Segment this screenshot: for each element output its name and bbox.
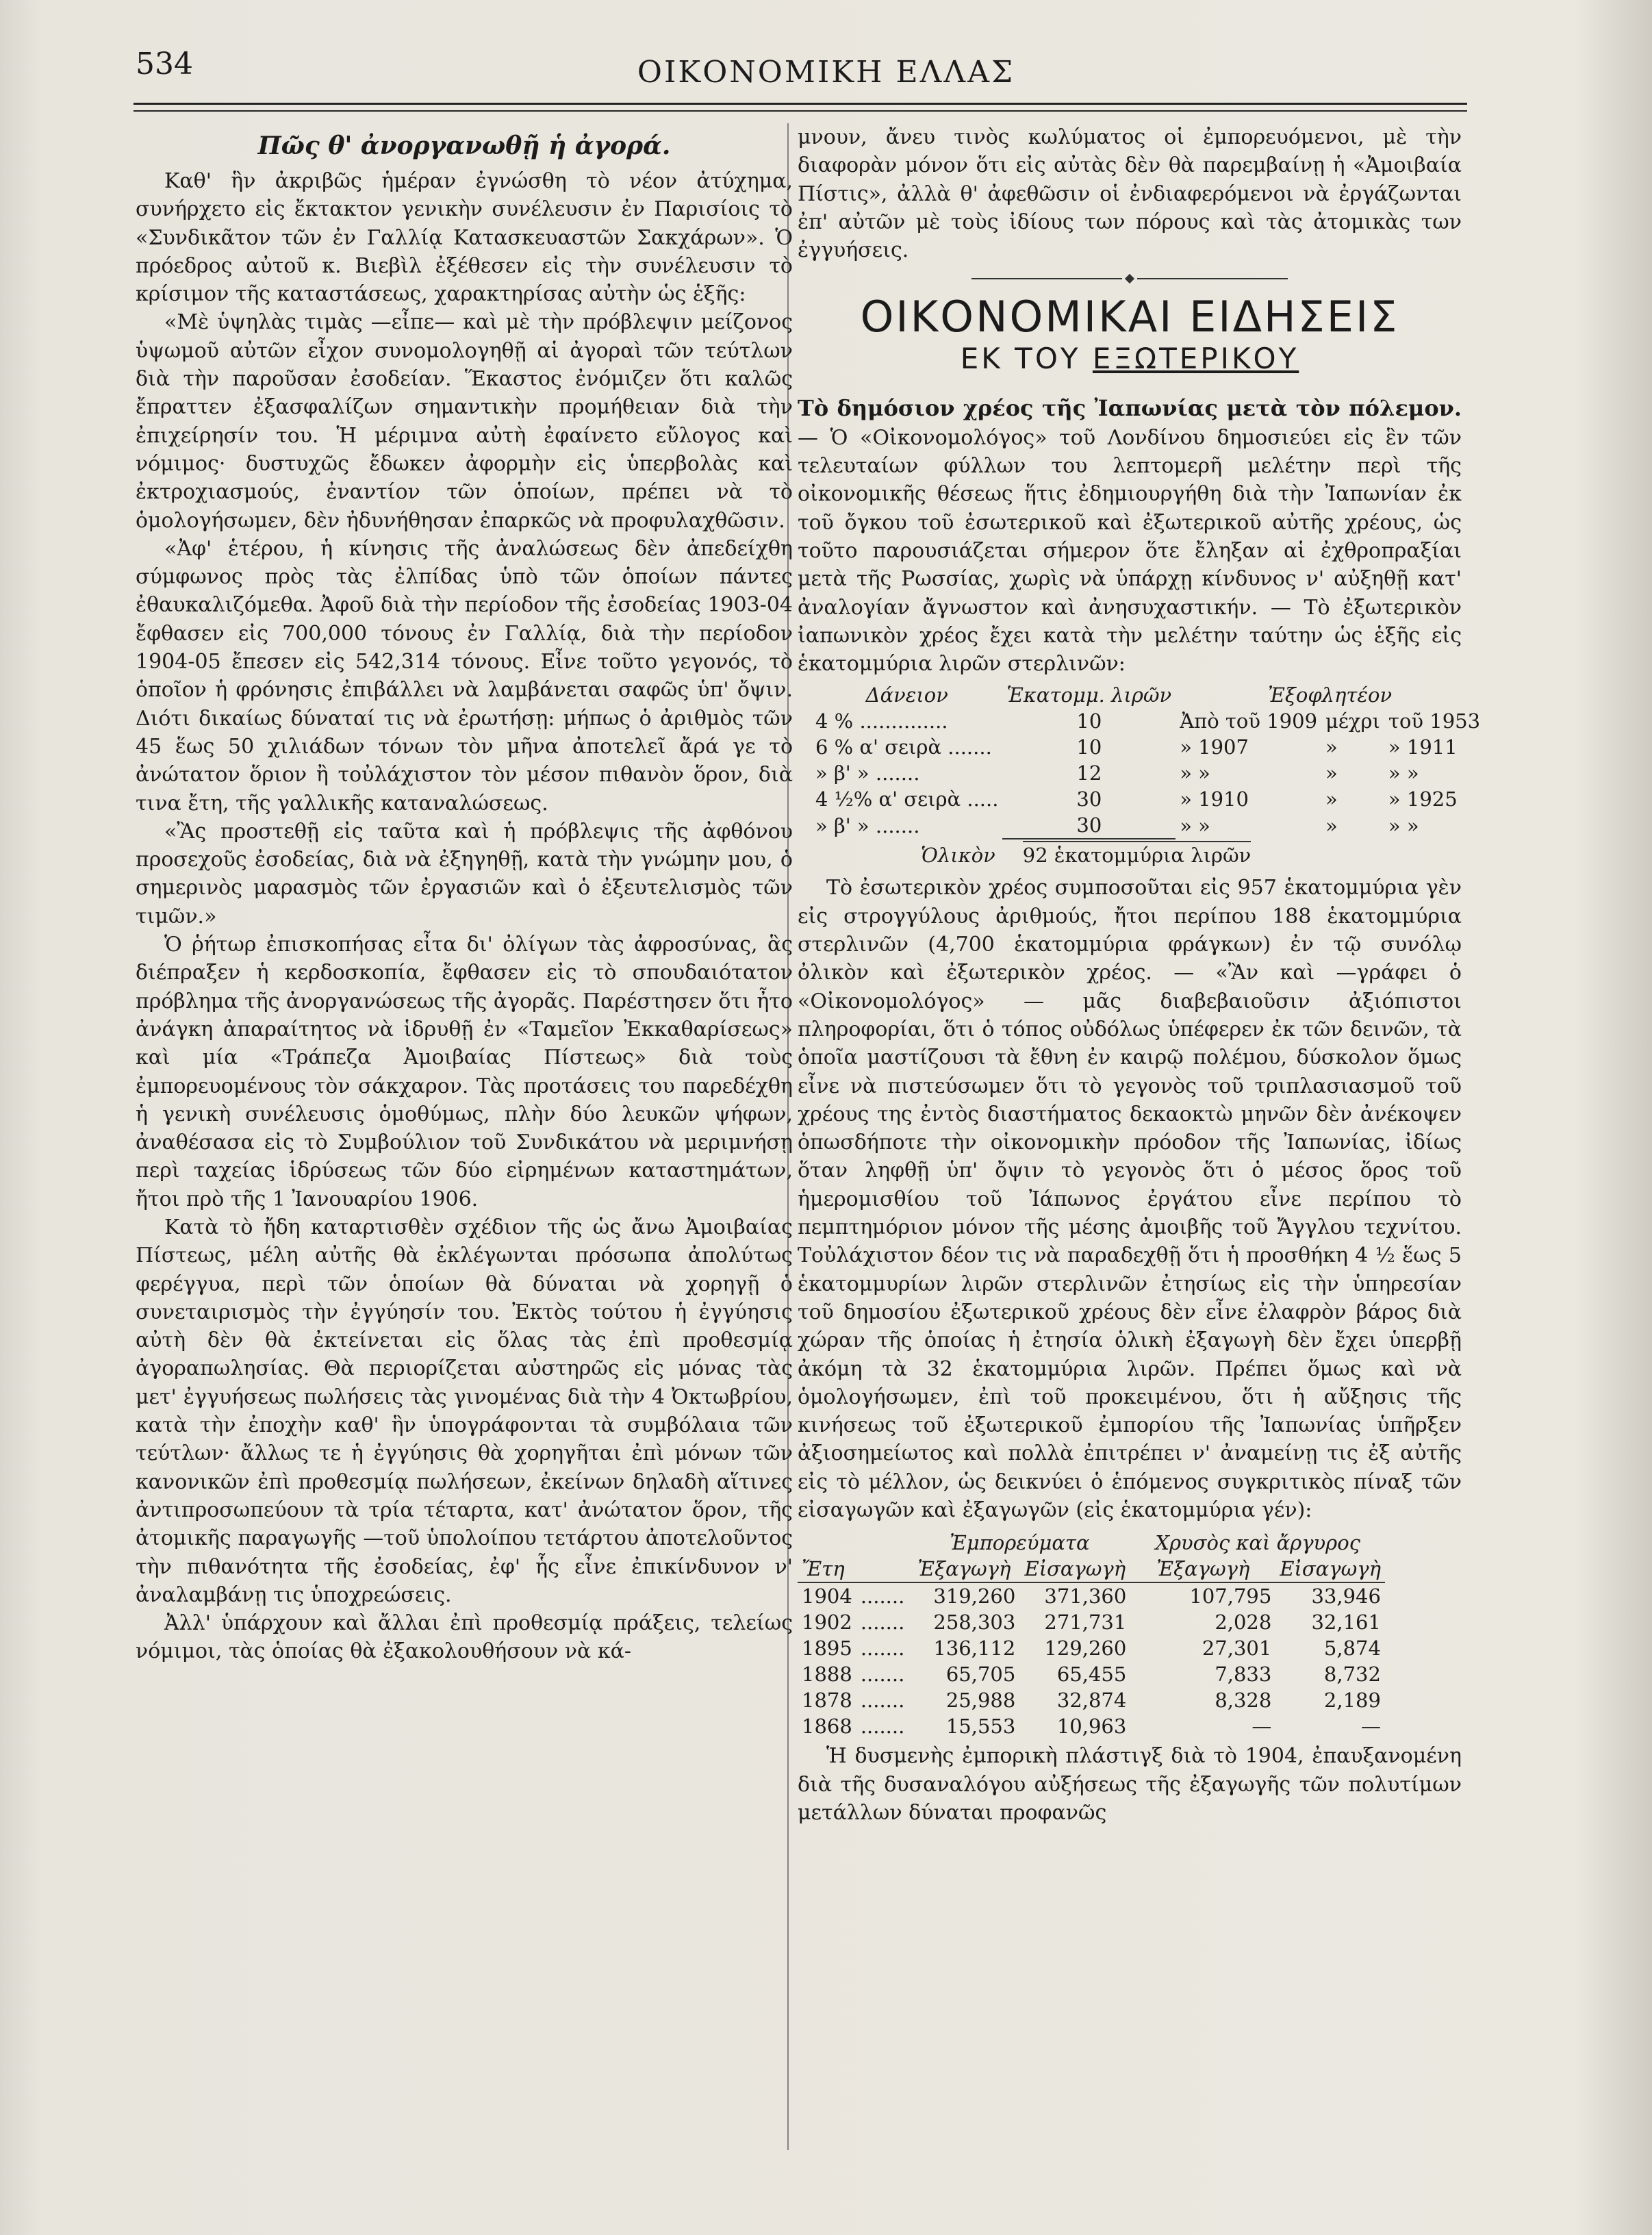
col-header: Εἰσαγωγὴ [1024, 1557, 1126, 1581]
article-lead: Τὸ δημόσιον χρέος τῆς Ἰαπωνίας μετὰ τὸν πόλεμον. [798, 395, 1462, 422]
section-subtitle: ΕΚ ΤΟΥ ΕΞΩΤΕΡΙΚΟΥ [960, 342, 1299, 376]
paragraph: «Ἀφ' ἑτέρου, ἡ κίνησις τῆς ἀναλώσεως δὲν ἀπεδείχθη σύμφωνος πρὸς τὰς ἐλπίδας ὑπὸ τῶν ὁποίων πάντες ἐθαυκαλιζόμεθα. Ἀφοῦ διὰ τὴν περίοδον τῆς ἐσοδείας 1903-04 ἔφθασεν εἰς 700,000 τόνους ἐν Γαλλίᾳ, διὰ τὴν περίοδον 1904-05 ἔπεσεν εἰς 542,314 τόνους. Εἶνε τοῦτο γεγονός, τὸ ὁποῖον ἡ φρόνησις ἐπιβάλλει νὰ λαμβάνεται σαφῶς ὑπ' ὄψιν. Διότι δικαίως δύναταί τις νὰ ἐρωτήσῃ: μήπως ὁ ἀριθμὸς τῶν 45 ἕως 50 χιλιάδων τόνων τὸν μῆνα ἀποτελεῖ ἄρά γε τὸ ἀνώτατον ὅριον ἢ τοὐλάχιστον τὸν μέσον πιθανὸν ὅρον, διὰ τινα ἔτη, τῆς γαλλικῆς καταναλώσεως. [136, 536, 793, 816]
col-header: Ἐξαγωγὴ [917, 1557, 1011, 1581]
article-title: Πῶς θ' ἀνοργανωθῇ ἡ ἀγορά. [257, 131, 671, 160]
paragraph: «Μὲ ὑψηλὰς τιμὰς —εἶπε— καὶ μὲ τὴν πρόβλεψιν μείζονος ὑψωμοῦ αὐτῶν εἶχον συνομολογηθῇ αἱ ἀγοραὶ τῶν τεύτλων διὰ τὴν παροῦσαν ἐσοδείαν. Ἕκαστος ἐνόμιζεν ὅτι καλῶς ἔπραττεν ἐξασφαλίζων σημαντικὴν προμήθειαν διὰ τὴν ἐπιχείρησίν του. Ἡ μέριμνα αὐτὴ ἐφαίνετο εὔλογος καὶ νόμιμος· δυστυχῶς ἔδωκεν ἀφορμὴν εἰς ὑπερβολὰς καὶ ἐκτροχιασμούς, ἐναντίον τῶν ὁποίων, πρέπει νὰ τὸ ὁμολογήσωμεν, δὲν ἠδυνήθησαν ἐπαρκῶς νὰ προφυλαχθῶσιν. [136, 310, 793, 533]
paragraph: «Ἂς προστεθῇ εἰς ταῦτα καὶ ἡ πρόβλεψις τῆς ἀφθόνου προσεχοῦς ἐσοδείας, διὰ νὰ ἐξηγηθῇ, κατὰ τὴν γνώμην μου, ὁ σημερινὸς μαρασμὸς τῶν ἐργασιῶν καὶ ὁ ἐξευτελισμὸς τῶν τιμῶν.» [136, 819, 793, 929]
table-header-row [798, 1530, 1385, 1556]
continued-paragraph: μνουν, ἄνευ τινὸς κωλύματος οἱ ἐμπορευόμενοι, μὲ τὴν διαφορὰν μόνον ὅτι εἰς αὐτὰς δὲν θὰ παρεμβαίνῃ ἡ «Ἀμοιβαία Πίστις», ἀλλὰ θ' ἀφεθῶσιν οἱ ἐνδιαφερόμενοι νὰ ἐργάζωνται ἐπ' αὐτῶν μὲ τοὺς ἰδίους των πόρους καὶ τὰς ἀτομικὰς των ἐγγυήσεις. [798, 125, 1462, 263]
loans-table [811, 682, 1484, 839]
article-paragraph: Τὸ ἐσωτερικὸν χρέος συμποσοῦται εἰς 957 ἑκατομμύρια γὲν εἰς στρογγύλους ἀριθμούς, ἤτοι περίπου 188 ἑκατομμύρια στερλινῶν (4,700 ἑκατομμύρια φράγκων) ἐν τῷ συνόλῳ ὀλικὸν καὶ ἐξωτερικὸν χρέος. — «Ἂν καὶ —γράφει ὁ «Οἰκονομολόγος» — μᾶς διαβεβαιοῦσιν ἀξιόπιστοι πληροφορίαι, ὅτι ὁ τόπος οὐδόλως ὑπέφερεν ἐκ τῶν δεινῶν, τὰ ὁποῖα μαστίζουσι τὰ ἔθνη ἐν καιρῷ πολέμου, δύσκολον ὅμως εἶνε νὰ πιστεύσωμεν ὅτι τὸ γεγονὸς τοῦ τριπλασιασμοῦ τοῦ χρέους της ἐντὸς διαστήματος δεκαοκτὼ μηνῶν δὲν ἀνέκοψεν ὁπωσδήποτε τὴν οἰκονομικὴν πρόοδον τῆς Ἰαπωνίας, ἰδίως ὅταν ληφθῇ ὑπ' ὄψιν τὸ γεγονὸς ὅτι ὁ μέσος ὅρος τοῦ ἡμερομισθίου τοῦ Ἰάπωνος ἐργάτου εἶνε περίπου τὸ πεμπτημόριον μόνον τῆς μέσης ἀμοιβῆς τοῦ Ἄγγλου τεχνίτου. Τοὐλάχιστον δέον τις νὰ παραδεχθῇ ὅτι ἡ προσθήκη 4 ½ ἕως 5 ἑκατομμυρίων λιρῶν στερλινῶν ἐτησίως εἰς τὴν ὑπηρεσίαν τοῦ δημοσίου ἐξωτερικοῦ χρέους δὲν εἶνε ἐλαφρὸν βάρος διὰ χώραν τῆς ὁποίας ἡ ἐτησία ὁλικὴ ἐξαγωγὴ δὲν ἔχει ὑπερβῇ ἀκόμη τὰ 32 ἑκατομμύρια λιρῶν. Πρέπει ὅμως καὶ νὰ ὁμολογήσωμεν, ἐπὶ τοῦ προκειμένου, ὅτι ἡ αὔξησις τῆς κινήσεως τοῦ ἐξωτερικοῦ ἐμπορίου τῆς Ἰαπωνίας ὑπῆρξεν ἀξιοσημείωτος καὶ πολλὰ ἐπιτρέπει ν' ἀναμείνῃ τις ἐξ αὐτῆς εἰς τὸ μέλλον, ὡς δεικνύει ὁ ἑπόμενος συγκριτικὸς πίναξ τῶν εἰσαγωγῶν καὶ ἐξαγωγῶν (εἰς ἑκατομμύρια γέν): [798, 876, 1462, 1522]
table-row: 1888 ....... 65,705 65,455 7,833 8,732 [802, 1663, 1381, 1687]
paragraph: Καθ' ἣν ἀκριβῶς ἡμέραν ἐγνώσθη τὸ νέον ἀτύχημα, συνήρχετο εἰς ἔκτακτον γενικὴν συνέλευσιν ἐν Παρισίοις τὸ «Συνδικᾶτον τῶν ἐν Γαλλίᾳ Κατασκευαστῶν Σακχάρων». Ὁ πρόεδρος αὐτοῦ κ. Βιεβὶλ ἐξέθεσεν εἰς τὴν συνέλευσιν τὸ κρίσιμον τῆς καταστάσεως, χαρακτηρίσας αὐτὴν ὡς ἑξῆς: [136, 169, 793, 307]
table-row: » β' » ....... 30 » » » » » [811, 812, 1484, 839]
col-group-header: Ἐμπορεύματα [950, 1531, 1090, 1555]
table-row: 1895 ....... 136,112 129,260 27,301 5,874 [802, 1637, 1381, 1661]
table-row: 1868 ....... 15,553 10,963 — — [802, 1715, 1381, 1739]
article-paragraph: Ἡ δυσμενὴς ἐμπορικὴ πλάστιγξ διὰ τὸ 1904, ἐπαυξανομένη διὰ τῆς δυσαναλόγου αὐξήσεως τῆς ἐξαγωγῆς τῶν πολυτίμων μετάλλων δύναται προφανῶς [798, 1744, 1462, 1825]
table-row: » β' » ....... 12 » » » » » [815, 761, 1419, 785]
col-group-header: Χρυσὸς καὶ ἄργυρος [1155, 1531, 1360, 1555]
table-row: 4 ½% α' σειρὰ ..... 30 » 1910 » » 1925 [815, 787, 1458, 811]
table-row: 1878 ....... 25,988 32,874 8,328 2,189 [802, 1689, 1381, 1713]
loans-total: Ὁλικὸν 92 ἑκατομμύρια λιρῶν [798, 841, 1462, 867]
col-header: Ἐξαγωγὴ [1156, 1557, 1250, 1581]
header-rule-bottom [134, 110, 1467, 112]
trade-table [798, 1530, 1385, 1739]
table-row: 1902 ....... 258,303 271,731 2,028 32,161 [802, 1611, 1381, 1634]
table-row: 6 % α' σειρὰ ....... 10 » 1907 » » 1911 [815, 735, 1458, 759]
col-header: Ἐξοφλητέον [1268, 683, 1393, 707]
section-separator [798, 275, 1462, 282]
left-column [136, 123, 793, 1666]
col-header: Εἰσαγωγὴ [1280, 1557, 1381, 1581]
col-header: Δάνειον [865, 683, 948, 707]
paragraph: Ὁ ῥήτωρ ἐπισκοπήσας εἶτα δι' ὀλίγων τὰς ἀφροσύνας, ἃς διέπραξεν ἡ κερδοσκοπία, ἔφθασεν εἰς τὸ σπουδαιότατον πρόβλημα τῆς ἀνοργανώσεως τῆς ἀγορᾶς. Παρέστησεν ὅτι ἦτο ἀνάγκη ἀπαραίτητος νὰ ἱδρυθῇ ἐν «Ταμεῖον Ἐκκαθαρίσεως» καὶ μία «Τράπεζα Ἀμοιβαίας Πίστεως» διὰ τοὺς ἐμπορευομένους τὸν σάκχαρον. Τὰς προτάσεις του παρεδέχθη ἡ γενικὴ συνέλευσις ὁμοθύμως, πλὴν δύο λευκῶν ψήφων, ἀναθέσασα εἰς τὸ Συμβούλιον τοῦ Συνδικάτου νὰ μεριμνήσῃ περὶ ταχείας ἱδρύσεως τῶν δύο εἰρημένων καταστημάτων, ἤτοι πρὸ τῆς 1 Ἰανουαρίου 1906. [136, 933, 793, 1211]
paragraph: Κατὰ τὸ ἤδη καταρτισθὲν σχέδιον τῆς ὡς ἄνω Ἀμοιβαίας Πίστεως, μέλη αὐτῆς θὰ ἐκλέγωνται πρόσωπα ἀπολύτως φερέγγυα, περὶ τῶν ὁποίων θὰ δύναται νὰ χορηγῇ ὁ συνεταιρισμὸς τὴν ἐγγύησίν του. Ἐκτὸς τούτου ἡ ἐγγύησις αὐτὴ δὲν θὰ ἐκτείνεται εἰς ὅλας τὰς ἐπὶ προθεσμίᾳ ἀγοραπωλησίας. Θὰ περιορίζεται αὐστηρῶς εἰς μόνας τὰς μετ' ἐγγυήσεως πωλήσεις τὰς γινομένας διὰ τὴν 4 Ὀκτωβρίου, κατὰ τὴν ἐποχὴν καθ' ἣν ὑπογράφονται τὰ συμβόλαια τῶν τεύτλων· ἄλλως τε ἡ ἐγγύησις θὰ χορηγῆται ἐπὶ μόνων τῶν κανονικῶν ἐπὶ προθεσμίᾳ πωλήσεων, ἐκείνων δηλαδὴ αἵτινες ἀντιπροσωπεύουν τὰ τρία τέταρτα, κατ' ἀνώτατον ὅρον, τῆς ἀτομικῆς παραγωγῆς —τοῦ ὑπολοίπου τετάρτου ἀποτελοῦντος τὴν πιθανότητα τῆς ἐσοδείας, ἐφ' ἧς εἶνε ἐπικίνδυνον ν' ἀναλαμβάνῃ τις ὑποχρεώσεις. [136, 1215, 793, 1607]
article-paragraph: Τὸ δημόσιον χρέος τῆς Ἰαπωνίας μετὰ τὸν πόλεμον. — Ὁ «Οἰκονομολόγος» τοῦ Λονδίνου δημοσιεύει εἰς ἓν τῶν τελευταίων φύλλων του λεπτομερῆ μελέτην περὶ τῆς οἰκονομικῆς θέσεως ἥτις ἐδημιουργήθη διὰ τὴν Ἰαπωνίαν ἐκ τοῦ ὄγκου τοῦ ἐσωτερικοῦ καὶ ἐξωτερικοῦ αὐτῆς χρέους, ὡς τοῦτο παρουσιάζεται σήμερον ὅτε ἔληξαν αἱ ἐχθροπραξίαι μετὰ τῆς Ρωσσίας, χωρὶς νὰ ὑπάρχῃ κίνδυνος ν' αὐξηθῇ κατ' ἀναλογίαν ἄγνωστον καὶ ἀνησυχαστικήν. — Τὸ ἐξωτερικὸν ἰαπωνικὸν χρέος ἔχει κατὰ τὴν μελέτην ταύτην ὡς ἑξῆς εἰς ἑκατομμύρια λιρῶν στερλινῶν: [798, 395, 1462, 677]
page-number: 534 [136, 47, 193, 81]
col-header: Ἑκατομμ. λιρῶν [1006, 683, 1172, 707]
table-header-row [811, 682, 1484, 708]
table-row: 4 % .............. 10 Ἀπὸ τοῦ 1909 μέχρι τοῦ 1953 [815, 709, 1481, 733]
section-title: ΟΙΚΟΝΟΜΙΚΑΙ ΕΙΔΗΣΕΙΣ [860, 292, 1399, 342]
running-title: ΟΙΚΟΝΟΜΙΚΗ ΕΛΛΑΣ [637, 55, 1015, 90]
right-column [798, 123, 1481, 1827]
paragraph: Ἀλλ' ὑπάρχουν καὶ ἄλλαι ἐπὶ προθεσμίᾳ πράξεις, τελείως νόμιμοι, τὰς ὁποίας θὰ ἐξακολουθήσουν νὰ κά- [136, 1611, 793, 1664]
table-row: 1904 ....... 319,260 371,360 107,795 33,946 [802, 1584, 1381, 1608]
col-header: Ἔτη [802, 1557, 845, 1581]
header-rule-top [134, 103, 1467, 105]
table-header-row [798, 1556, 1385, 1582]
